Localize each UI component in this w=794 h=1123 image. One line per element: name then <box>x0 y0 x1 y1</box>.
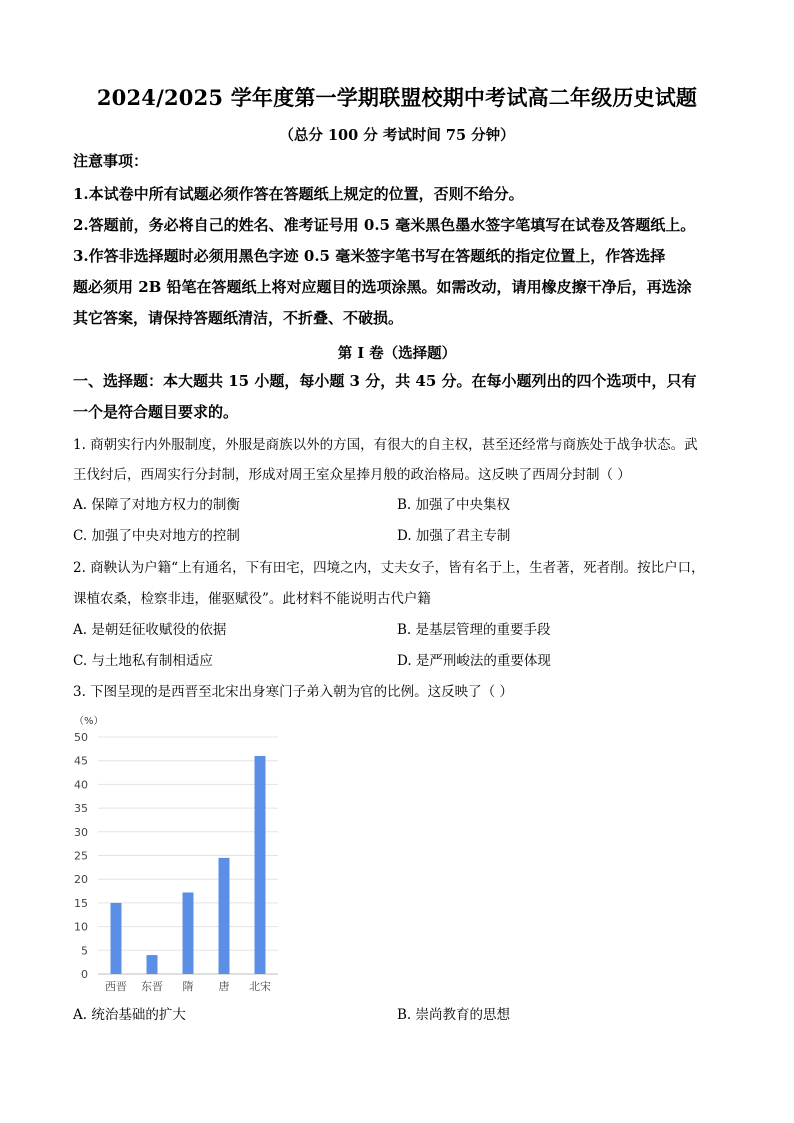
bar-chart <box>70 712 290 1002</box>
x-tick-label: 西晋 <box>105 980 127 993</box>
y-tick-label: 10 <box>74 920 88 934</box>
exam-title: 2024/2025 学年度第一学期联盟校期中考试高二年级历史试题 <box>96 85 698 110</box>
x-tick-label: 北宋 <box>249 980 271 993</box>
y-tick-label: 35 <box>74 802 88 816</box>
question-2-option-c: C. 与土地私有制相适应 <box>73 653 213 669</box>
x-tick-label: 唐 <box>218 980 230 993</box>
y-tick-label: 25 <box>74 849 88 863</box>
notice-line: 1.本试卷中所有试题必须作答在答题纸上规定的位置，否则不给分。 <box>73 185 524 203</box>
question-2-stem: 课植农桑，检察非违，催驱赋役”。此材料不能说明古代户籍 <box>73 591 431 607</box>
question-1-stem: 王伐纣后，西周实行分封制，形成对周王室众星捧月般的政治格局。这反映了西周分封制（ ） <box>73 467 631 483</box>
y-axis-label: （%） <box>74 716 104 727</box>
question-2-option-b: B. 是基层管理的重要手段 <box>397 622 551 638</box>
question-1-option-d: D. 加强了君主专制 <box>397 528 511 544</box>
notice-heading: 注意事项： <box>73 152 149 170</box>
question-3-option-b: B. 崇尚教育的思想 <box>397 1007 511 1023</box>
notice-line: 其它答案，请保持答题纸清洁，不折叠、不破损。 <box>73 309 404 327</box>
question-2-stem: 2. 商鞅认为户籍“上有通名，下有田宅，四境之内，丈夫女子，皆有名于上，生者著，死者削。按比户口， <box>73 560 705 576</box>
y-tick-label: 15 <box>74 896 88 910</box>
notice-line: 2.答题前，务必将自己的姓名、准考证号用 0.5 毫米黑色墨水签字笔填写在试卷及答题纸上。 <box>73 216 696 234</box>
question-2-option-a: A. 是朝廷征收赋役的依据 <box>73 622 227 638</box>
bar <box>147 955 158 974</box>
y-tick-label: 5 <box>81 944 88 958</box>
y-tick-label: 50 <box>74 731 88 744</box>
y-tick-label: 45 <box>74 754 88 768</box>
x-tick-label: 东晋 <box>141 980 163 993</box>
y-tick-label: 30 <box>74 825 88 839</box>
section-instructions: 一个是符合题目要求的。 <box>73 403 239 421</box>
exam-subtitle: （总分 100 分 考试时间 75 分钟） <box>279 127 515 144</box>
question-3-stem: 3. 下图呈现的是西晋至北宋出身寒门子弟入朝为官的比例。这反映了（ ） <box>73 684 513 700</box>
bar <box>255 756 266 974</box>
x-tick-label: 隋 <box>182 980 194 993</box>
y-tick-label: 40 <box>74 778 88 792</box>
notice-line: 3.作答非选择题时必须用黑色字迹 0.5 毫米签字笔书写在答题纸的指定位置上，作答选择 <box>73 247 666 265</box>
bar <box>183 892 194 974</box>
section-title: 第 I 卷（选择题） <box>337 345 457 362</box>
y-tick-label: 20 <box>74 873 88 887</box>
question-2-option-d: D. 是严刑峻法的重要体现 <box>397 653 551 669</box>
question-1-option-b: B. 加强了中央集权 <box>397 497 511 513</box>
question-3-option-a: A. 统治基础的扩大 <box>73 1007 186 1023</box>
question-1-option-a: A. 保障了对地方权力的制衡 <box>73 497 240 513</box>
section-instructions: 一、选择题：本大题共 15 小题，每小题 3 分，共 45 分。在每小题列出的四个选项中，只有 <box>73 372 697 390</box>
bar <box>111 903 122 974</box>
bar <box>219 858 230 974</box>
question-1-stem: 1. 商朝实行内外服制度，外服是商族以外的方国，有很大的自主权，甚至还经常与商族处于战争状态。武 <box>73 437 698 453</box>
notice-line: 题必须用 2B 铅笔在答题纸上将对应题目的选项涂黑。如需改动，请用橡皮擦干净后，再选涂 <box>73 278 692 296</box>
question-1-option-c: C. 加强了中央对地方的控制 <box>73 528 240 544</box>
bar-chart-svg <box>70 712 290 1002</box>
y-tick-label: 0 <box>81 968 88 981</box>
